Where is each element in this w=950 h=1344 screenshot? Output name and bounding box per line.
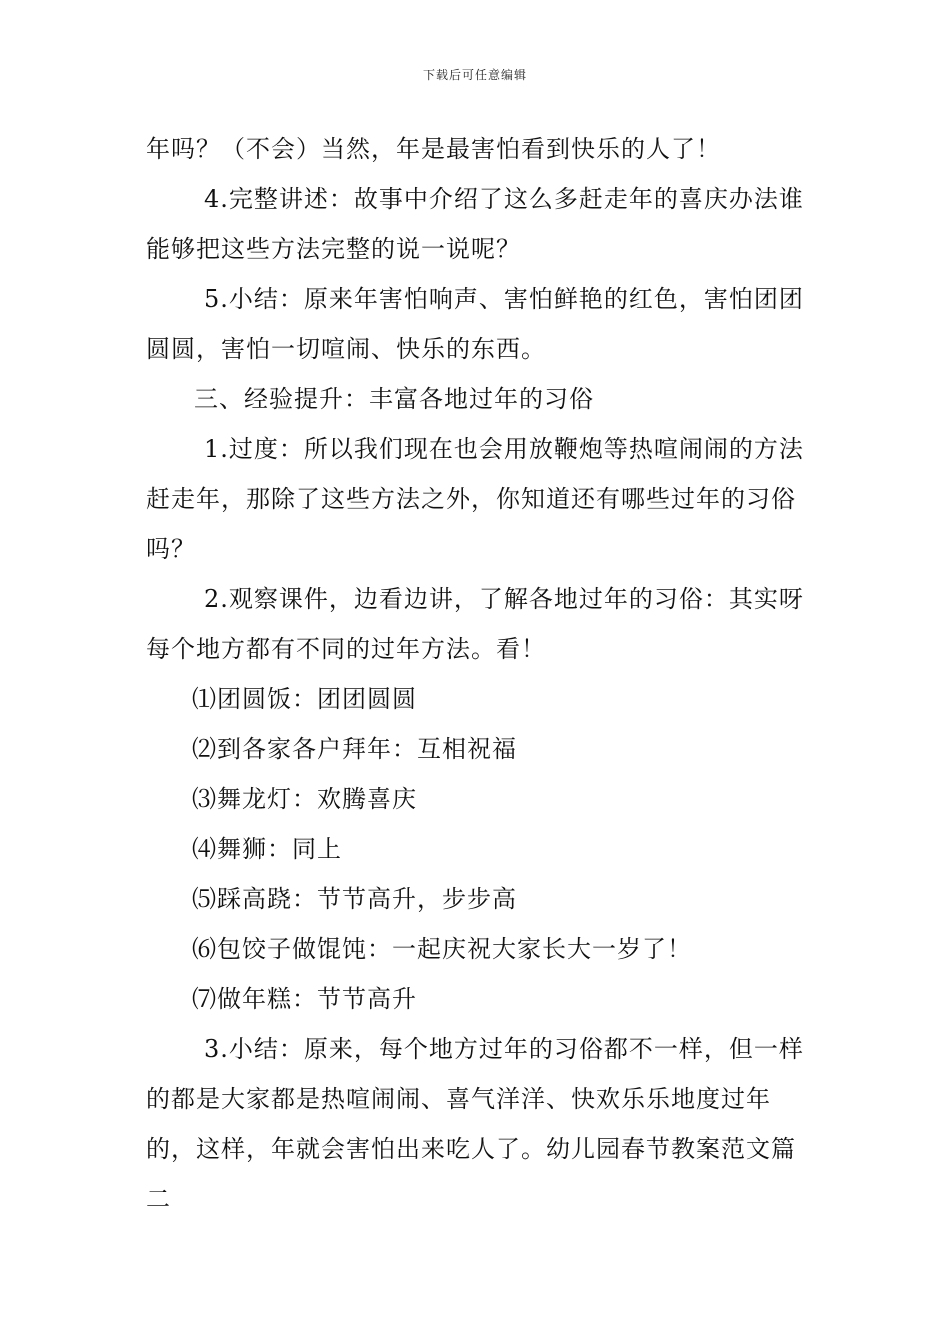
- paragraph-observe: 2.观察课件，边看边讲，了解各地过年的习俗：其实呀每个地方都有不同的过年方法。看！: [146, 585, 804, 663]
- list-item: ⑵到各家各户拜年：互相祝福: [192, 735, 517, 763]
- page-header: 下载后可任意编辑: [422, 68, 527, 82]
- list-item: ⑷舞狮：同上: [192, 835, 342, 863]
- list-item: ⑴团圆饭：团团圆圆: [192, 685, 417, 713]
- paragraph-summary: 3.小结：原来，每个地方过年的习俗都不一样，但一样的都是大家都是热喧闹闹、喜气洋洋、快欢乐乐地度过年的，这样，年就会害怕出来吃人了。幼儿园春节教案范文篇二: [146, 1035, 804, 1213]
- list-item: ⑺做年糕：节节高升: [192, 985, 417, 1013]
- list-item: ⑶舞龙灯：欢腾喜庆: [192, 785, 417, 813]
- paragraph-step-4: 4.完整讲述：故事中介绍了这么多赶走年的喜庆办法谁能够把这些方法完整的说一说呢？: [146, 185, 804, 263]
- list-item: ⑹包饺子做馄饨：一起庆祝大家长大一岁了！: [192, 935, 692, 963]
- section-heading-3: 三、经验提升：丰富各地过年的习俗: [194, 385, 594, 413]
- list-item: ⑸踩高跷：节节高升，步步高: [192, 885, 517, 913]
- document-body: [146, 124, 812, 1224]
- paragraph-continuation: 年吗？（不会）当然，年是最害怕看到快乐的人了！: [146, 135, 721, 163]
- paragraph-step-5: 5.小结：原来年害怕响声、害怕鲜艳的红色，害怕团团圆圆，害怕一切喧闹、快乐的东西。: [146, 285, 804, 363]
- paragraph-transition: 1.过度：所以我们现在也会用放鞭炮等热喧闹闹的方法赶走年，那除了这些方法之外，你知道还有哪些过年的习俗吗？: [146, 435, 804, 563]
